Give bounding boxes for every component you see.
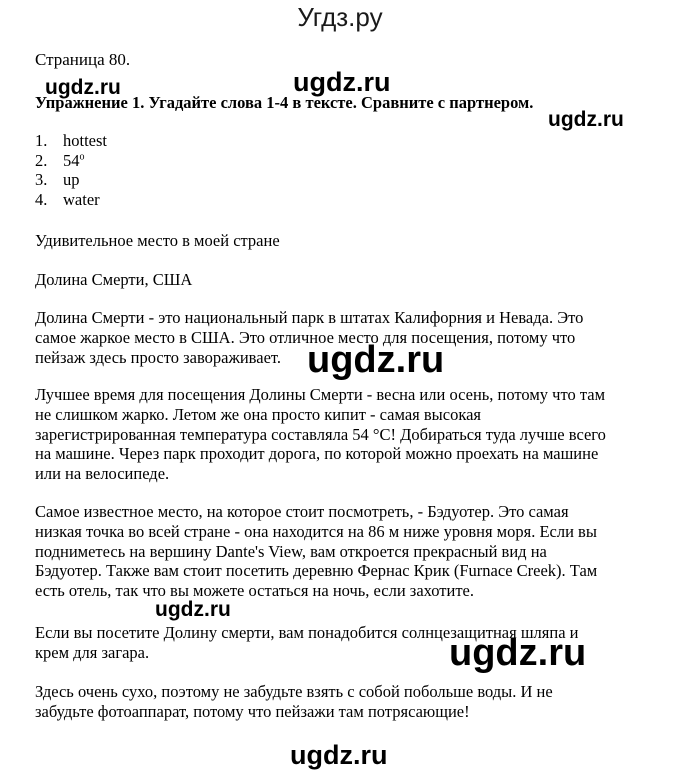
answer-number: 1.	[35, 131, 48, 150]
page-number: Страница 80.	[35, 50, 131, 69]
paragraph: Лучшее время для посещения Долины Смерти - весна или осень, потому что там не слишком жарко. Летом же она просто кипит - самая высокая зарегистрированная температура составляла 54 °C! Добираться туда лучше всего на машине. Через парк проходит дорога, по которой можно проехать на машине или на велосипеде.	[35, 385, 606, 484]
text-title: Удивительное место в моей стране	[35, 231, 280, 250]
answer-number: 2.	[35, 150, 48, 170]
answer-text: 54	[63, 150, 80, 170]
text-subtitle: Долина Смерти, США	[35, 270, 193, 289]
watermark: ugdz.ru	[45, 76, 121, 99]
watermark: ugdz.ru	[155, 598, 231, 621]
answer-text: hottest	[63, 131, 107, 150]
watermark: ugdz.ru	[290, 740, 388, 770]
paragraph: Здесь очень сухо, поэтому не забудьте взять с собой побольше воды. И не забудьте фотоаппарат, потому что пейзажи там потрясающие!	[35, 682, 553, 721]
answer-item	[35, 131, 107, 151]
answer-text: up	[63, 170, 80, 190]
answer-text: water	[63, 190, 100, 210]
answer-item	[35, 151, 107, 171]
watermark: ugdz.ru	[293, 67, 391, 97]
answer-item	[35, 190, 107, 210]
answer-number: 3.	[35, 170, 48, 190]
site-title: Угдз.ру	[297, 2, 383, 32]
answer-item	[35, 170, 107, 190]
paragraph: Если вы посетите Долину смерти, вам понадобится солнцезащитная шляпа и крем для загара.	[35, 623, 579, 662]
answer-list	[35, 131, 107, 210]
watermark: ugdz.ru	[449, 632, 587, 674]
exercise-heading: Упражнение 1. Угадайте слова 1-4 в тексте. Сравните с партнером.	[35, 93, 534, 112]
answer-number: 4.	[35, 190, 48, 210]
degree-superscript: o	[79, 151, 85, 163]
paragraph: Самое известное место, на которое стоит посмотреть, - Бэдуотер. Это самая низкая точка во всей стране - она находится на 86 м ниже уровня моря. Если вы подниметесь на вершину Dante's View, вам откроется прекрасный вид на Бэдуотер. Также вам стоит посетить деревню Фернас Крик (Furnace Creek). Там есть отель, так что вы можете остаться на ночь, если захотите.	[35, 502, 598, 601]
watermark: ugdz.ru	[548, 108, 624, 131]
watermark: ugdz.ru	[307, 339, 445, 381]
paragraph: Долина Смерти - это национальный парк в штатах Калифорния и Невада. Это самое жаркое место в США. Это отличное место для посещения, потому что пейзаж здесь просто завораживает.	[35, 308, 584, 367]
